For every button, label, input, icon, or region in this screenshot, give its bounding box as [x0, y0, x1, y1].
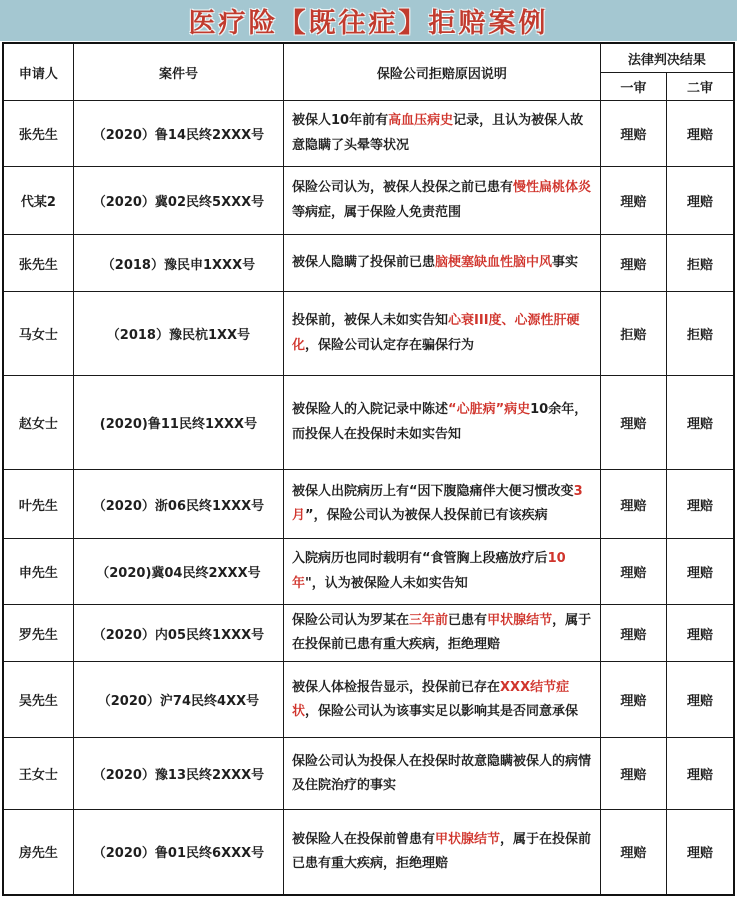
table-header — [3, 43, 734, 101]
reason-cell — [284, 605, 601, 662]
applicant-cell: 王女士 — [3, 738, 73, 810]
applicant-cell: 罗先生 — [3, 605, 73, 662]
reason-text: "，认为被保险人未如实告知 — [305, 575, 468, 591]
reason-cell — [284, 167, 601, 235]
reason-text: 入院病历也同时载明有“食管胸上段癌放疗后 — [292, 551, 548, 567]
header-first-trial: 一审 — [600, 73, 666, 101]
reason-text: ，属于在投保前已患有重大疾病，拒绝理赔 — [292, 613, 592, 653]
table-row — [3, 292, 734, 376]
applicant-cell: 叶先生 — [3, 470, 73, 539]
reason-text: 被保人10年前有 — [292, 113, 389, 129]
reason-highlight-text: 高血压病史 — [388, 113, 454, 129]
reason-text: 被保险人在投保前曾患有 — [292, 831, 436, 847]
applicant-cell: 申先生 — [3, 539, 73, 605]
reason-text: 被保险人的入院记录中陈述 — [292, 402, 449, 418]
page-title: 医疗险【既往症】拒赔案例 — [188, 8, 549, 39]
header-case-number: 案件号 — [73, 43, 283, 101]
second-trial-cell: 理赔 — [667, 101, 734, 167]
header-second-trial: 二审 — [667, 73, 734, 101]
reason-cell — [284, 101, 601, 167]
second-trial-cell: 理赔 — [667, 662, 734, 738]
first-trial-cell: 理赔 — [600, 470, 666, 539]
first-trial-cell: 拒赔 — [600, 292, 666, 376]
cases-table — [2, 42, 735, 896]
reason-cell — [284, 810, 601, 895]
second-trial-cell: 理赔 — [667, 738, 734, 810]
case-number-cell: （2018）豫民申1XXX号 — [73, 235, 283, 292]
reason-text: 已患有 — [448, 613, 488, 628]
reason-highlight-text: 甲状腺结节 — [435, 831, 501, 847]
reason-text: 被保人隐瞒了投保前已患 — [292, 254, 436, 270]
first-trial-cell: 理赔 — [600, 235, 666, 292]
reason-text: 被保人体检报告显示，投保前已存在 — [292, 679, 501, 695]
table-row — [3, 810, 734, 895]
first-trial-cell: 理赔 — [600, 810, 666, 895]
header-applicant: 申请人 — [3, 43, 73, 101]
reason-text: 10余年，而投保人在投保时未如实告知 — [292, 402, 588, 442]
reason-highlight-text: “心脏病”病史 — [448, 402, 531, 418]
cases-table-wrap — [0, 41, 737, 904]
table-row — [3, 605, 734, 662]
reason-text: 记录，且认为被保人故意隐瞒了头晕等状况 — [292, 113, 584, 153]
second-trial-cell: 理赔 — [667, 810, 734, 895]
reason-text: ，保险公司认为该事实足以影响其是否同意承保 — [305, 703, 579, 719]
reason-text: 等病症，属于保险人免责范围 — [292, 204, 462, 220]
reason-cell — [284, 738, 601, 810]
reason-text: 保险公司认为罗某在 — [292, 613, 410, 628]
applicant-cell: 马女士 — [3, 292, 73, 376]
reason-highlight-text: 三年前 — [409, 613, 449, 628]
reason-cell — [284, 376, 601, 470]
reason-highlight-text: 甲状腺结节 — [487, 613, 553, 628]
header-verdict-group: 法律判决结果 — [600, 43, 734, 73]
reason-highlight-text: 慢性扁桃体炎 — [513, 180, 592, 196]
case-number-cell: （2018）豫民杭1XX号 — [73, 292, 283, 376]
header-reason: 保险公司拒赔原因说明 — [284, 43, 601, 101]
applicant-cell: 赵女士 — [3, 376, 73, 470]
second-trial-cell: 理赔 — [667, 470, 734, 539]
second-trial-cell: 拒赔 — [667, 235, 734, 292]
second-trial-cell: 理赔 — [667, 167, 734, 235]
reason-text: 保险公司认为，被保人投保之前已患有 — [292, 180, 514, 196]
first-trial-cell: 理赔 — [600, 376, 666, 470]
case-number-cell: （2020）沪74民终4XX号 — [73, 662, 283, 738]
reason-text: ”，保险公司认为被保人投保前已有该疾病 — [305, 508, 548, 523]
first-trial-cell: 理赔 — [600, 101, 666, 167]
reason-text: 投保前，被保人未如实告知 — [292, 313, 449, 329]
applicant-cell: 房先生 — [3, 810, 73, 895]
case-number-cell: （2020）冀02民终5XXX号 — [73, 167, 283, 235]
applicant-cell: 吴先生 — [3, 662, 73, 738]
header-row-1 — [3, 43, 734, 73]
table-row — [3, 470, 734, 539]
reason-highlight-text: 10年 — [292, 551, 566, 591]
reason-highlight-text: XXX结节症状 — [292, 679, 570, 719]
table-row — [3, 101, 734, 167]
reason-highlight-text: 3月 — [292, 483, 583, 523]
reason-text: 保险公司认为投保人在投保时故意隐瞒被保人的病情及住院治疗的事实 — [292, 753, 592, 793]
reason-highlight-text: 心衰III度、心源性肝硬化 — [292, 313, 580, 353]
case-number-cell: （2020）豫13民终2XXX号 — [73, 738, 283, 810]
reason-cell — [284, 662, 601, 738]
second-trial-cell: 理赔 — [667, 605, 734, 662]
reason-cell — [284, 235, 601, 292]
table-row — [3, 539, 734, 605]
reason-cell — [284, 292, 601, 376]
reason-highlight-text: 脑梗塞缺血性脑中风 — [435, 254, 553, 270]
first-trial-cell: 理赔 — [600, 662, 666, 738]
case-number-cell: （2020）鲁01民终6XXX号 — [73, 810, 283, 895]
table-row — [3, 376, 734, 470]
table-row — [3, 738, 734, 810]
applicant-cell: 代某2 — [3, 167, 73, 235]
table-row — [3, 662, 734, 738]
first-trial-cell: 理赔 — [600, 605, 666, 662]
reason-text: 被保人出院病历上有“因下腹隐痛伴大便习惯改变 — [292, 483, 574, 499]
case-number-cell: （2020）内05民终1XXX号 — [73, 605, 283, 662]
first-trial-cell: 理赔 — [600, 539, 666, 605]
second-trial-cell: 理赔 — [667, 539, 734, 605]
second-trial-cell: 理赔 — [667, 376, 734, 470]
applicant-cell: 张先生 — [3, 101, 73, 167]
reason-cell — [284, 470, 601, 539]
table-row — [3, 235, 734, 292]
case-number-cell: (2020)鲁11民终1XXX号 — [73, 376, 283, 470]
case-number-cell: （2020)冀04民终2XXX号 — [73, 539, 283, 605]
reason-text: ，属于在投保前已患有重大疾病，拒绝理赔 — [292, 831, 592, 871]
table-row — [3, 167, 734, 235]
first-trial-cell: 理赔 — [600, 167, 666, 235]
reason-text: 事实 — [552, 254, 579, 270]
title-band — [0, 0, 737, 41]
case-number-cell: （2020）鲁14民终2XXX号 — [73, 101, 283, 167]
table-body — [3, 101, 734, 895]
first-trial-cell: 理赔 — [600, 738, 666, 810]
reason-text: ，保险公司认定存在骗保行为 — [305, 337, 475, 353]
applicant-cell: 张先生 — [3, 235, 73, 292]
second-trial-cell: 拒赔 — [667, 292, 734, 376]
reason-cell — [284, 539, 601, 605]
case-number-cell: （2020）浙06民终1XXX号 — [73, 470, 283, 539]
